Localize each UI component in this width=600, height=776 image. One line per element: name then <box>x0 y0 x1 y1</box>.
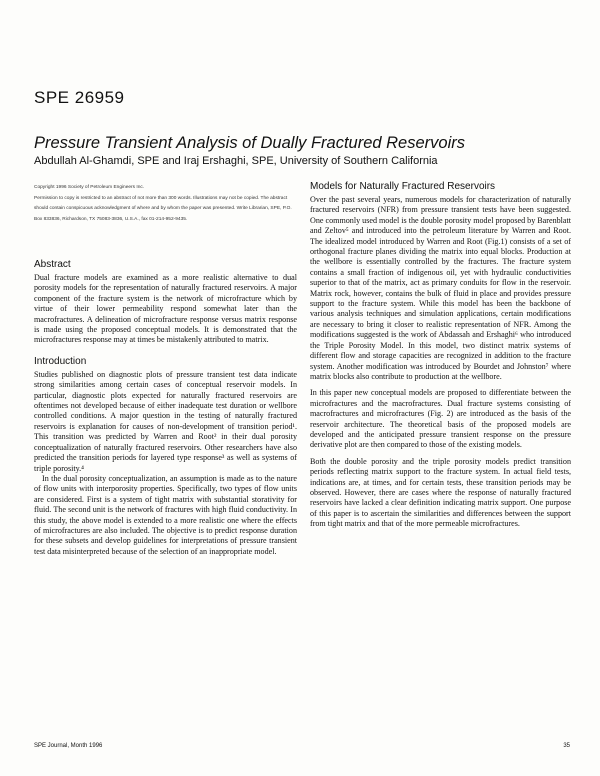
models-section <box>310 180 571 530</box>
page-number: 35 <box>563 743 570 749</box>
abstract-heading: Abstract <box>34 259 71 270</box>
models-paragraph-3: Both the double porosity and the triple porosity models predict transition periods reflecting matrix support to the fracture system. In actual field tests, indications are, at times, and for certain tests, these transition periods may be observed. However, there are cases where the response of naturally fractured reservoirs have lacked a clear definition indicating matrix support. One purpose of this paper is to ascertain the similarities and differences between the support from tight matrix and that of the more permeable microfractures. <box>310 456 571 529</box>
models-paragraph-1: Over the past several years, numerous models for characterization of naturally fractured reservoirs (NFR) from pressure transient tests have been suggested. One commonly used model is the double porosity model proposed by Barenblatt and Zeltov⁵ and introduced into the petroleum literature by Warren and Root. The idealized model introduced by Warren and Root (Fig.1) consists of a set of orthogonal fracture planes dividing the matrix into equal blocks. Production at the wellbore is essentially controlled by the fractures. The fracture system contains a small fraction of indigenous oil, yet with hydraulic conductivities superior to that of the matrix, act as primary conduits for flow in the reservoir. Matrix rock, however, contains the bulk of fluid in place and provides pressure support to the fracture system. While this model has been the backbone of various analysis techniques and simulation applications, certain modifications are necessary to bring it closer to realistic representation of NFR. Among the modifications suggested is the work of Abdassah and Ershaghi⁶ who introduced the Triple Porosity Model. In this model, two distinct matrix systems of different flow and storage capacities are recognized in addition to the fracture system. Another modification was introduced by Bourdet and Johnston⁷ where matrix blocks also contribute to production at the wellbore. <box>310 195 571 381</box>
introduction-heading: Introduction <box>34 355 87 367</box>
permission-notice: Permission to copy is restricted to an abstract of not more than 300 words. Illustrations may not be copied. The abstract should contain conspicuous acknowledgment of where and by whom the paper was presented. Write Librarian, SPE, P.O. Box 833836, Richardson, TX 75083-3836, U.S.A., fax 01-214-952-9435. <box>34 195 292 222</box>
copyright-line: Copyright 1996 Society of Petroleum Engineers Inc. <box>34 185 145 190</box>
introduction-section <box>34 355 297 557</box>
footer-journal: SPE Journal, Month 1996 <box>34 743 103 749</box>
abstract-text: Dual fracture models are examined as a more realistic alternative to dual porosity models for the representation of naturally fractured reservoirs. A major component of the fracture system is the network of microfracture which by virtue of their lower permeability respond somewhat later than the macrofractures. A delineation of microfracture response versus matrix response is made using the proposed conceptual models. It is demonstrated that the microfractures response may at times be mistakenly attributed to matrix. <box>34 273 297 345</box>
copyright-notice <box>34 183 297 225</box>
right-column <box>310 180 571 530</box>
introduction-paragraph-2: In the dual porosity conceptualization, an assumption is made as to the nature of flow units with interporosity properties. Specifically, two types of flow units are considered. First is a system of tight matrix with substantial storativity for fluid. The second unit is the network of fractures with high fluid conductivity. In this study, the above model is extended to a more realistic one where the effects of microfractures are also included. The objective is to predict response duration for these subsets and develop guidelines for interpretations of pressure transient test data misinterpreted because of the selection of an inappropriate model. <box>34 473 297 556</box>
left-column <box>34 258 297 557</box>
models-heading: Models for Naturally Fractured Reservoirs <box>310 181 496 192</box>
abstract-section <box>34 258 297 346</box>
paper-authors: Abdullah Al-Ghamdi, SPE and Iraj Ershaghi, SPE, University of Southern California <box>34 155 438 167</box>
introduction-paragraph-1: Studies published on diagnostic plots of pressure transient test data indicate strong similarities among certain cases of conceptual reservoir models. In particular, diagnostic plots expected for naturally fractured reservoirs are oftentimes not developed because of either inadequate test duration or wellbore controlled conditions. A major question in the testing of naturally fractured reservoirs is explanation for causes of non-development of transition period¹. This transition was predicted by Warren and Root² in their dual porosity conceptualization of naturally fractured reservoirs. Other researchers have also predicted the transition periods for layered type response³ as well as systems of triple porosity.⁴ <box>34 369 297 473</box>
paper-title: Pressure Transient Analysis of Dually Fractured Reservoirs <box>34 134 465 152</box>
spe-number: SPE 26959 <box>34 88 125 107</box>
models-paragraph-2: In this paper new conceptual models are proposed to differentiate between the microfractures and the macrofractures. Dual fracture systems consisting of macrofractures and microfractures (Fig. 2) are introduced as the basis of the reservoir architecture. The theoretical basis of the proposed models are developed and the anticipated pressure transient response on the pressure derivative plot are then compared to those of the existing models. <box>310 388 571 450</box>
